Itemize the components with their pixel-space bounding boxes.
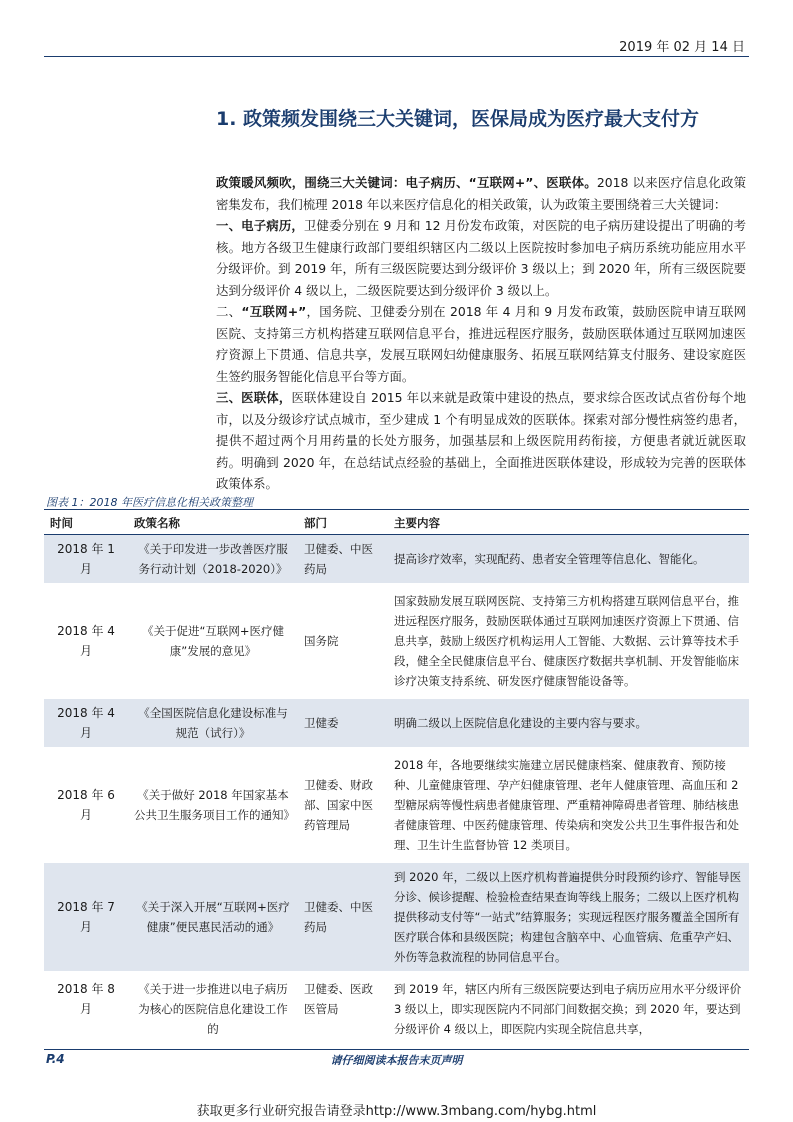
cell-content: 国家鼓励发展互联网医院、支持第三方机构搭建互联网信息平台，推进远程医疗服务，鼓励医联体通过互联网加速医疗资源上下贯通、信息共享，鼓励上级医疗机构运用人工智能、大数据、云计算等技术手段，健全全民健康信息平台、健康医疗数据共享机制、开发智能临床诊疗决策支持系统、研发医疗健康智能设备等。 <box>388 585 749 697</box>
paragraph-medical-alliance-text: 医联体建设自 2015 年以来就是政策中建设的热点，要求综合医改试点省份每个地市，以及分级诊疗试点城市，至少建成 1 个有明显成效的医联体。探索对部分慢性病签约患者，提供不超过两个月用药量的长处方服务，加强基层和上级医院用药衔接，方便患者就近就医取药。明确到 2020 年，在总结试点经验的基础上，全面推进医联体建设，形成较为完善的医联体政策体系。 <box>216 390 746 491</box>
cell-policy-name: 《关于印发进一步改善医疗服务行动计划（2018-2020）》 <box>128 535 298 586</box>
table-row <box>44 697 749 749</box>
cell-department: 国务院 <box>298 585 388 697</box>
cell-time: 2018 年 8 月 <box>44 973 128 1045</box>
cell-department: 卫健委 <box>298 697 388 749</box>
paragraph-emr-lead: 一、电子病历， <box>216 218 304 233</box>
cell-policy-name: 《关于深入开展“互联网+医疗健康”便民惠民活动的通》 <box>128 861 298 973</box>
cell-policy-name: 《全国医院信息化建设标准与规范（试行）》 <box>128 697 298 749</box>
section-title: 1. 政策频发围绕三大关键词，医保局成为医疗最大支付方 <box>216 108 700 130</box>
download-note: 获取更多行业研究报告请登录http://www.3mbang.com/hybg.html <box>196 1104 597 1119</box>
table-header-row <box>44 512 749 535</box>
report-date: 2019 年 02 月 14 日 <box>619 40 745 55</box>
cell-time: 2018 年 1 月 <box>44 535 128 586</box>
paragraph-emr-text: 卫健委分别在 9 月和 12 月份发布政策，对医院的电子病历建设提出了明确的考核。地方各级卫生健康行政部门要组织辖区内二级以上医院按时参加电子病历系统功能应用水平分级评价。到 2019 年，所有三级医院要达到分级评价 3 级以上；到 2020 年，所有三级医院要达到分级评价 4 级以上，二级医院要达到分级评价 3 级以上。 <box>216 218 747 298</box>
paragraph-medical-alliance-lead: 三、医联体， <box>216 390 292 405</box>
cell-time: 2018 年 4 月 <box>44 697 128 749</box>
table-row <box>44 535 749 586</box>
cell-time: 2018 年 7 月 <box>44 861 128 973</box>
cell-content: 2018 年，各地要继续实施建立居民健康档案、健康教育、预防接种、儿童健康管理、孕产妇健康管理、老年人健康管理、高血压和 2 型糖尿病等慢性病患者健康管理、严重精神障碍患者管理、肺结核患者健康管理、中医药健康管理、传染病和突发公共卫生事件报告和处理、卫生计生监督协管 12 类项目。 <box>388 749 749 861</box>
cell-department: 卫健委、中医药局 <box>298 535 388 586</box>
header-content: 主要内容 <box>388 512 749 535</box>
figure-caption: 图表 1：2018 年医疗信息化相关政策整理 <box>46 496 253 509</box>
cell-department: 卫健委、财政部、国家中医药管理局 <box>298 749 388 861</box>
table-row <box>44 749 749 861</box>
table-row <box>44 973 749 1045</box>
cell-content: 到 2020 年，二级以上医疗机构普遍提供分时段预约诊疗、智能导医分诊、候诊提醒、检验检查结果查询等线上服务；二级以上医疗机构提供移动支付等“一站式”结算服务；实现远程医疗服务覆盖全国所有医疗联合体和县级医院；构建包含脑卒中、心血管病、危重孕产妇、外伤等急救流程的协同信息平台。 <box>388 861 749 973</box>
cell-policy-name: 《关于做好 2018 年国家基本公共卫生服务项目工作的通知》 <box>128 749 298 861</box>
cell-department: 卫健委、中医药局 <box>298 861 388 973</box>
cell-content: 提高诊疗效率，实现配药、患者安全管理等信息化、智能化。 <box>388 535 749 586</box>
table-row <box>44 585 749 697</box>
cell-time: 2018 年 6 月 <box>44 749 128 861</box>
header-policy-name: 政策名称 <box>128 512 298 535</box>
paragraph-internet-plus-prefix: 二、 <box>216 304 242 319</box>
cell-policy-name: 《关于进一步推进以电子病历为核心的医院信息化建设工作的 <box>128 973 298 1045</box>
cell-policy-name: 《关于促进“互联网+医疗健康”发展的意见》 <box>128 585 298 697</box>
page-number: P.4 <box>46 1052 65 1066</box>
cell-department: 卫健委、医政医管局 <box>298 973 388 1045</box>
paragraph-internet-plus-text: ，国务院、卫健委分别在 2018 年 4 月和 9 月发布政策，鼓励医院申请互联网医院、支持第三方机构搭建互联网信息平台，推进远程医疗服务，鼓励医联体通过互联网加速医疗资源上下贯通、信息共享，发展互联网妇幼健康服务、拓展互联网结算支付服务、建设家庭医生签约服务智能化信息平台等方面。 <box>216 304 747 384</box>
footer-divider <box>44 1049 749 1050</box>
header-time: 时间 <box>44 512 128 535</box>
header-department: 部门 <box>298 512 388 535</box>
cell-content: 明确二级以上医院信息化建设的主要内容与要求。 <box>388 697 749 749</box>
cell-time: 2018 年 4 月 <box>44 585 128 697</box>
paragraph-intro-lead: 政策暖风频吹，围绕三大关键词：电子病历、“互联网+”、医联体。 <box>216 175 597 190</box>
cell-content: 到 2019 年，辖区内所有三级医院要达到电子病历应用水平分级评价 3 级以上，即实现医院内不同部门间数据交换；到 2020 年，要达到分级评价 4 级以上，即医院内实现全院信息共享， <box>388 973 749 1045</box>
paragraph-internet-plus-lead: “互联网+” <box>241 304 307 319</box>
policy-table <box>44 512 749 1047</box>
paragraph-intro-text: 2018 以来医疗信息化政策密集发布，我们梳理 2018 年以来医疗信息化的相关政策，认为政策主要围绕着三大关键词： <box>216 175 746 212</box>
footer-disclaimer: 请仔细阅读本报告末页声明 <box>330 1054 463 1067</box>
table-row <box>44 861 749 973</box>
